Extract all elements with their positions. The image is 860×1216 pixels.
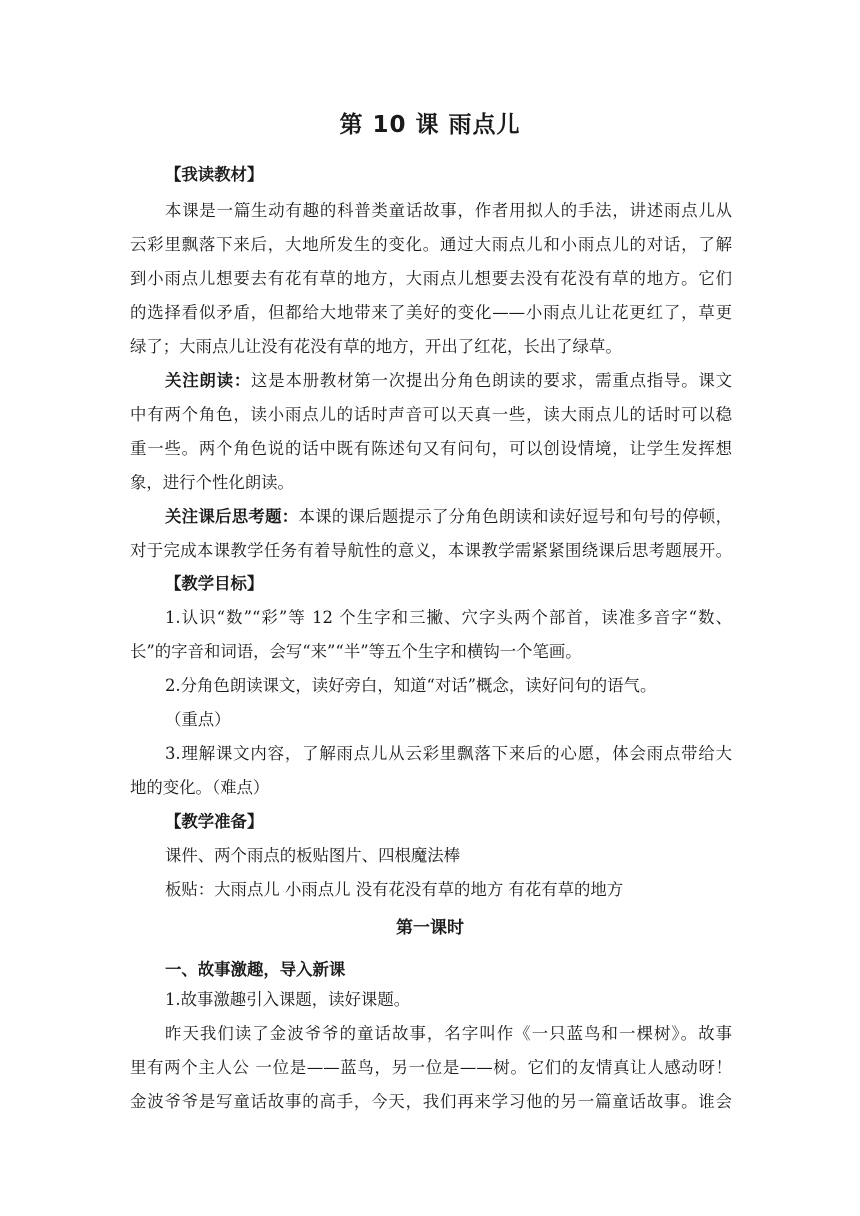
- preparation-line: 课件、两个雨点的板贴图片、四根魔法棒: [165, 846, 461, 865]
- goal-line: 地的变化。（难点）: [130, 778, 270, 797]
- goal-line: 2.分角色朗读课文，读好旁白，知道“对话”概念，读好问句的语气。: [165, 676, 657, 695]
- lesson-subtitle: 第一课时: [396, 918, 464, 938]
- paragraph-line: 到小雨点儿想要去有花有草的地方，大雨点儿想要去没有花没有草的地方。它们: [130, 269, 732, 288]
- section-heading-preparation: 【教学准备】: [165, 812, 264, 831]
- paragraph-line: [165, 369, 732, 393]
- paragraph-line: 本课是一篇生动有趣的科普类童话故事，作者用拟人的手法，讲述雨点儿从: [165, 201, 732, 220]
- paragraph-text: 本课的课后题提示了分角色朗读和读好逗号和句号的停顿，: [298, 507, 733, 526]
- paragraph-line: 昨天我们读了金波爷爷的童话故事，名字叫作《一只蓝鸟和一棵树》。故事: [165, 1024, 732, 1043]
- paragraph-line: 里有两个主人公 一位是——蓝鸟，另一位是——树。它们的友情真让人感动呀！: [130, 1058, 732, 1077]
- paragraph-line: 1.故事激趣引入课题，读好课题。: [165, 990, 411, 1009]
- goal-line: 长”的字音和词语，会写“来”“半”等五个生字和横钩一个笔画。: [130, 642, 582, 661]
- section-heading-intro: 一、故事激趣，导入新课: [165, 960, 346, 979]
- preparation-line: 板贴：大雨点儿 小雨点儿 没有花没有草的地方 有花有草的地方: [165, 880, 624, 899]
- paragraph-line: [165, 505, 732, 529]
- paragraph-line: 重一些。两个角色说的话中既有陈述句又有问句，可以创设情境，让学生发挥想: [130, 439, 732, 458]
- paragraph-line: 象，进行个性化朗读。: [130, 473, 294, 492]
- goal-line: 1.认识“数”“彩”等 12 个生字和三撇、穴字头两个部首，读准多音字“数、: [165, 608, 732, 627]
- goal-line: （重点）: [165, 710, 231, 729]
- paragraph-line: 对于完成本课教学任务有着导航性的意义，本课教学需紧紧围绕课后思考题展开。: [130, 541, 732, 560]
- paragraph-text: 这是本册教材第一次提出分角色朗读的要求，需重点指导。课文: [251, 371, 733, 390]
- section-heading-textbook: 【我读教材】: [165, 165, 264, 184]
- paragraph-line: 中有两个角色，读小雨点儿的话时声音可以天真一些，读大雨点儿的话时可以稳: [130, 405, 732, 424]
- lead-label-questions: 关注课后思考题：: [165, 507, 299, 526]
- lead-label-reading: 关注朗读：: [165, 371, 252, 390]
- goal-line: 3.理解课文内容，了解雨点儿从云彩里飘落下来后的心愿，体会雨点带给大: [165, 744, 732, 763]
- paragraph-line: 云彩里飘落下来后，大地所发生的变化。通过大雨点儿和小雨点儿的对话，了解: [130, 235, 732, 254]
- paragraph-line: 金波爷爷是写童话故事的高手，今天，我们再来学习他的另一篇童话故事。谁会: [130, 1092, 732, 1111]
- paragraph-line: 的选择看似矛盾，但都给大地带来了美好的变化——小雨点儿让花更红了，草更: [130, 303, 732, 322]
- section-heading-goals: 【教学目标】: [165, 574, 264, 593]
- paragraph-line: 绿了；大雨点儿让没有花没有草的地方，开出了红花，长出了绿草。: [130, 337, 622, 356]
- page-title: 第 10 课 雨点儿: [339, 112, 521, 138]
